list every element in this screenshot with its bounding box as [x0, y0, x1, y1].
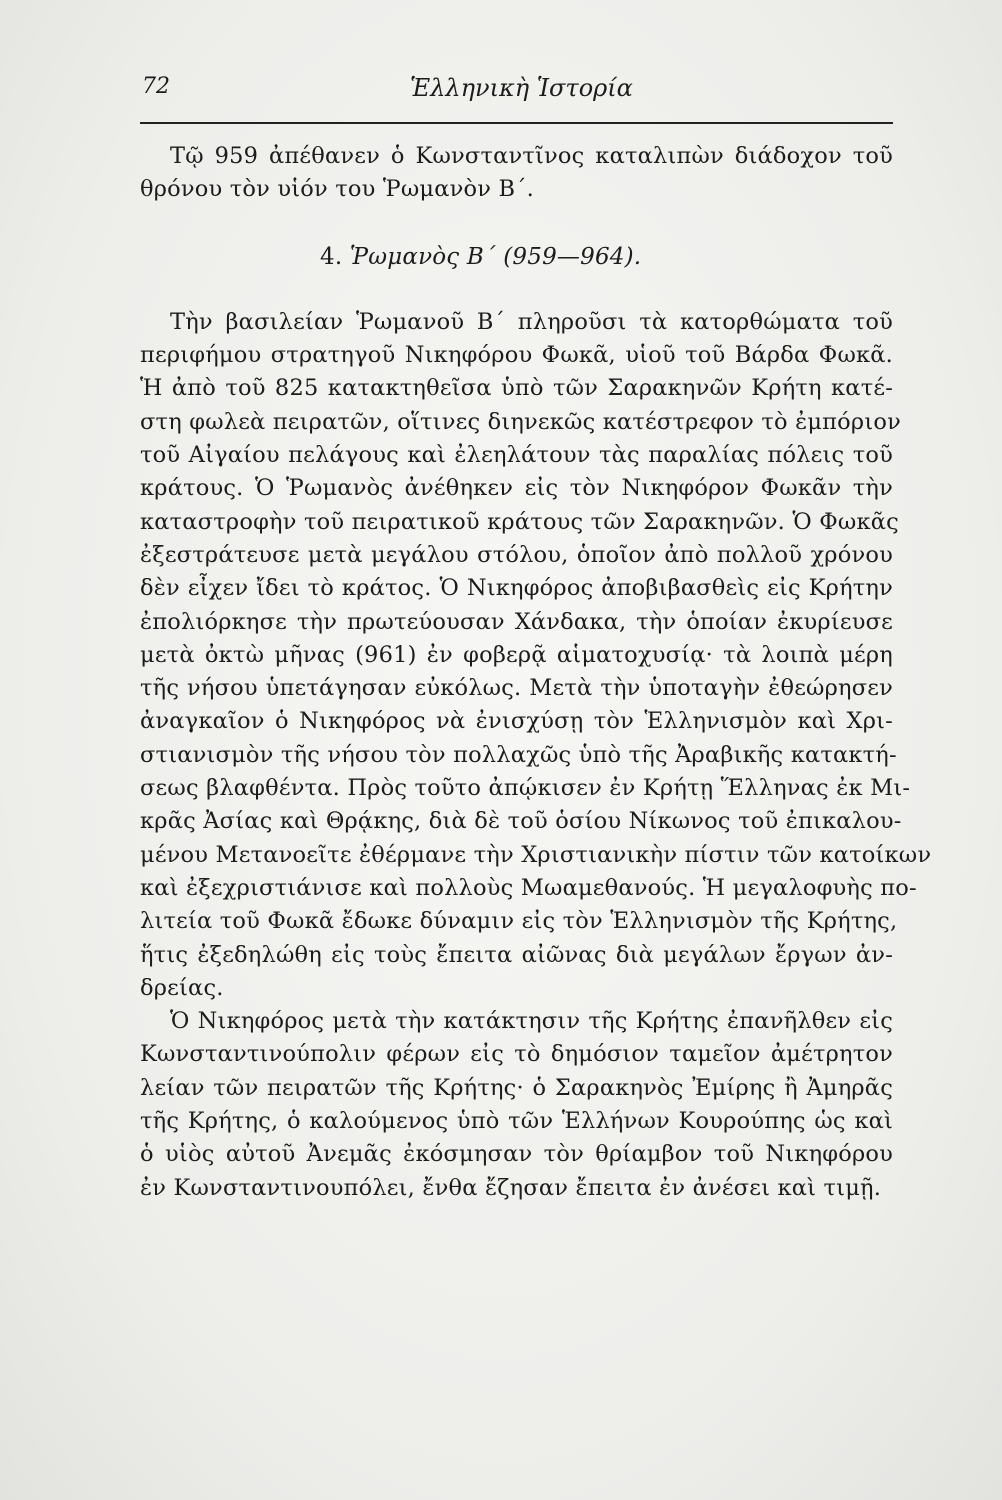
- text-line: κράτους. Ὁ Ῥωμανὸς ἀνέθηκεν εἰς τὸν Νικηφόρον Φωκᾶν τὴν: [140, 475, 893, 502]
- section-heading: [140, 241, 893, 274]
- text-line: ἐξεστράτευσε μετὰ μεγάλου στόλου, ὁποῖον ἀπὸ πολλοῦ χρόνου: [140, 541, 893, 568]
- text-line: θρόνου τὸν υἱόν του Ῥωμανὸν Β΄.: [140, 176, 535, 203]
- text-line: τῆς νήσου ὑπετάγησαν εὐκόλως. Μετὰ τὴν ὑποταγὴν ἐθεώρησεν: [140, 675, 893, 702]
- text-line: στη φωλεὰ πειρατῶν, οἵτινες διηνεκῶς κατέστρεφον τὸ ἐμπόριον: [140, 408, 901, 435]
- text-line: καὶ ἐξεχριστιάνισε καὶ πολλοὺς Μωαμεθανούς. Ἡ μεγαλοφυὴς πο-: [140, 874, 917, 901]
- text-line: ἀναγκαῖον ὁ Νικηφόρος νὰ ἐνισχύσῃ τὸν Ἑλληνισμὸν καὶ Χρι-: [140, 708, 893, 735]
- text-line: Ἡ ἀπὸ τοῦ 825 κατακτηθεῖσα ὑπὸ τῶν Σαρακηνῶν Κρήτη κατέ-: [140, 375, 893, 402]
- body-text: [140, 140, 932, 1205]
- text-line: λείαν τῶν πειρατῶν τῆς Κρήτης· ὁ Σαρακηνὸς Ἐμίρης ἢ Ἀμηρᾶς: [140, 1074, 893, 1101]
- text-line: Τῷ 959 ἀπέθανεν ὁ Κωνσταντῖνος καταλιπὼν διάδοχον τοῦ: [170, 143, 893, 169]
- text-line: ἥτις ἐξεδηλώθη εἰς τοὺς ἔπειτα αἰῶνας διὰ μεγάλων ἔργων ἀν-: [140, 941, 893, 968]
- text-line: μετὰ ὀκτὼ μῆνας (961) ἐν φοβερᾷ αἱματοχυσίᾳ· τὰ λοιπὰ μέρη: [140, 641, 893, 668]
- text-line: κρᾶς Ἀσίας καὶ Θρᾴκης, διὰ δὲ τοῦ ὁσίου Νίκωνος τοῦ ἐπικαλου-: [140, 808, 902, 835]
- text-line: στιανισμὸν τῆς νήσου τὸν πολλαχῶς ὑπὸ τῆς Ἀραβικῆς κατακτή-: [140, 741, 897, 768]
- text-line: ἐπολιόρκησε τὴν πρωτεύουσαν Χάνδακα, τὴν ὁποίαν ἐκυρίευσε: [140, 608, 893, 635]
- text-line: δρείας.: [140, 974, 224, 1001]
- text-line: καταστροφὴν τοῦ πειρατικοῦ κράτους τῶν Σαρακηνῶν. Ὁ Φωκᾶς: [140, 508, 899, 535]
- section-number: 4.: [320, 243, 343, 270]
- text-line: σεως βλαφθέντα. Πρὸς τοῦτο ἀπῴκισεν ἐν Κρήτῃ Ἕλληνας ἐκ Μι-: [140, 775, 911, 802]
- text-line: περιφήμου στρατηγοῦ Νικηφόρου Φωκᾶ, υἱοῦ τοῦ Βάρδα Φωκᾶ.: [140, 342, 893, 369]
- page-number: 72: [142, 74, 170, 99]
- text-line: Ὁ Νικηφόρος μετὰ τὴν κατάκτησιν τῆς Κρήτης ἐπανῆλθεν εἰς: [170, 1008, 893, 1035]
- text-line: Κωνσταντινούπολιν φέρων εἰς τὸ δημόσιον ταμεῖον ἀμέτρητον: [140, 1041, 893, 1068]
- section-years: (959—964).: [503, 243, 642, 270]
- text-line: ὁ υἱὸς αὐτοῦ Ἀνεμᾶς ἐκόσμησαν τὸν θρίαμβον τοῦ Νικηφόρου: [140, 1141, 893, 1168]
- text-line: λιτεία τοῦ Φωκᾶ ἔδωκε δύναμιν εἰς τὸν Ἑλληνισμὸν τῆς Κρήτης,: [140, 908, 898, 935]
- page-header: [140, 70, 893, 124]
- text-line: Τὴν βασιλείαν Ῥωμανοῦ Β΄ πληροῦσι τὰ κατορθώματα τοῦ: [170, 308, 893, 335]
- section-title: Ῥωμανὸς Β΄: [349, 243, 496, 270]
- text-line: τοῦ Αἰγαίου πελάγους καὶ ἐλεηλάτουν τὰς παραλίας πόλεις τοῦ: [140, 442, 893, 469]
- text-line: ἐν Κωνσταντινουπόλει, ἔνθα ἔζησαν ἔπειτα ἐν ἀνέσει καὶ τιμῇ.: [140, 1174, 882, 1201]
- text-line: μένου Μετανοεῖτε ἐθέρμανε τὴν Χριστιανικὴν πίστιν τῶν κατοίκων: [140, 841, 932, 868]
- text-line: δὲν εἶχεν ἴδει τὸ κράτος. Ὁ Νικηφόρος ἀποβιβασθεὶς εἰς Κρήτην: [140, 575, 893, 602]
- running-title: Ἑλληνικὴ Ἱστορία: [410, 74, 633, 102]
- text-line: τῆς Κρήτης, ὁ καλούμενος ὑπὸ τῶν Ἑλλήνων Κουρούπης ὡς καὶ: [140, 1108, 893, 1135]
